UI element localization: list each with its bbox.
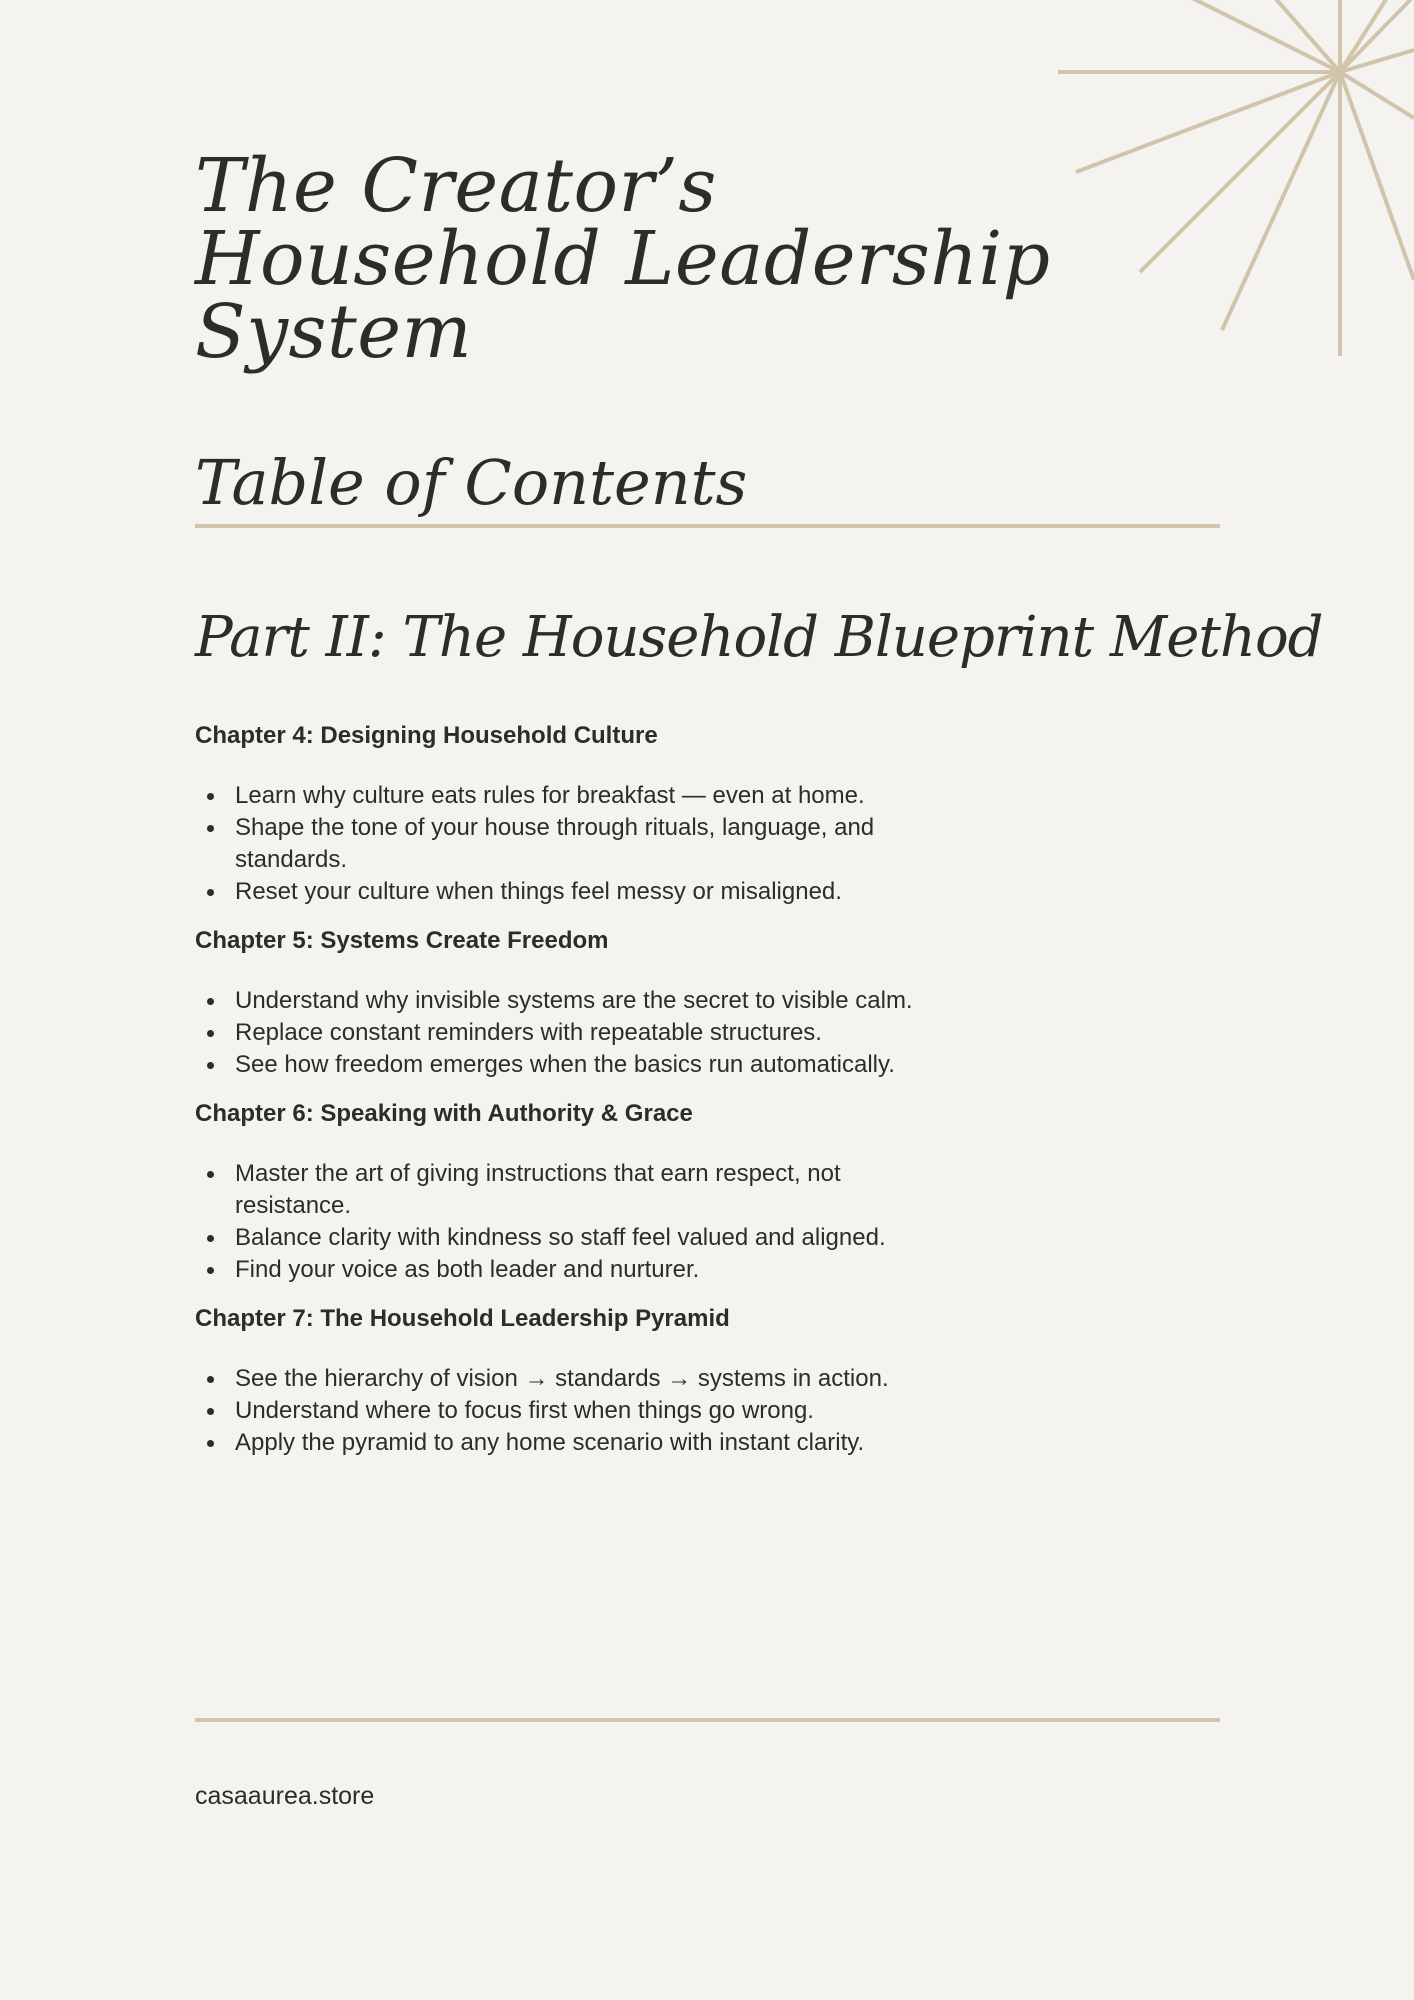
list-item-text: Shape the tone of your house through rituals, language, and standards.	[235, 814, 875, 873]
list-item	[195, 1395, 935, 1427]
list-item-text: Find your voice as both leader and nurturer.	[235, 1256, 700, 1283]
list-item	[195, 780, 935, 812]
part-heading: Part II: The Household Blueprint Method	[195, 605, 1323, 670]
chapter-title: Chapter 5: Systems Create Freedom	[195, 927, 609, 954]
list-item	[195, 1363, 935, 1395]
document-title: The Creator’s Household Leadership System	[195, 143, 1051, 375]
list-item-text: Understand where to focus first when things go wrong.	[235, 1397, 814, 1424]
bullet-icon	[207, 889, 214, 896]
bullet-list	[195, 1158, 955, 1286]
bullet-icon	[207, 1235, 214, 1242]
list-item-text: Master the art of giving instructions that earn respect, not resistance.	[235, 1160, 841, 1219]
list-item	[195, 1427, 935, 1459]
list-item-text: See how freedom emerges when the basics run automatically.	[235, 1051, 895, 1078]
list-item	[195, 1254, 935, 1286]
chapter-title: Chapter 4: Designing Household Culture	[195, 722, 658, 749]
footer-website-link[interactable]: casaaurea.store	[195, 1782, 375, 1810]
list-item-text: See the hierarchy of vision → standards → systems in action.	[235, 1365, 889, 1392]
bullet-icon	[207, 1376, 214, 1383]
chapter-4	[195, 720, 955, 908]
bullet-list	[195, 1363, 955, 1459]
bullet-icon	[207, 1267, 214, 1274]
chapter-title: Chapter 7: The Household Leadership Pyramid	[195, 1305, 730, 1332]
list-item-text: Reset your culture when things feel messy or misaligned.	[235, 878, 842, 905]
list-item	[195, 985, 935, 1017]
chapter-title: Chapter 6: Speaking with Authority & Grace	[195, 1100, 693, 1127]
list-item-text: Replace constant reminders with repeatable structures.	[235, 1019, 822, 1046]
list-item	[195, 1158, 935, 1222]
bullet-icon	[207, 998, 214, 1005]
list-item	[195, 876, 935, 908]
bullet-icon	[207, 1030, 214, 1037]
list-item-text: Apply the pyramid to any home scenario with instant clarity.	[235, 1429, 865, 1456]
list-item	[195, 1049, 935, 1081]
bullet-icon	[207, 1408, 214, 1415]
bullet-icon	[207, 1062, 214, 1069]
divider-top	[195, 524, 1220, 528]
chapter-list	[195, 720, 955, 1476]
list-item	[195, 812, 935, 876]
chapter-5	[195, 925, 955, 1081]
bullet-icon	[207, 1171, 214, 1178]
list-item-text: Learn why culture eats rules for breakfast — even at home.	[235, 782, 865, 809]
list-item-text: Understand why invisible systems are the secret to visible calm.	[235, 987, 913, 1014]
bullet-icon	[207, 793, 214, 800]
toc-heading: Table of Contents	[195, 446, 748, 519]
divider-bottom	[195, 1718, 1220, 1722]
list-item-text: Balance clarity with kindness so staff feel valued and aligned.	[235, 1224, 886, 1251]
list-item	[195, 1017, 935, 1049]
bullet-icon	[207, 1440, 214, 1447]
bullet-icon	[207, 825, 214, 832]
document-body	[195, 143, 1323, 1810]
bullet-list	[195, 985, 955, 1081]
list-item	[195, 1222, 935, 1254]
bullet-list	[195, 780, 955, 908]
chapter-6	[195, 1098, 955, 1286]
chapter-7	[195, 1303, 955, 1459]
